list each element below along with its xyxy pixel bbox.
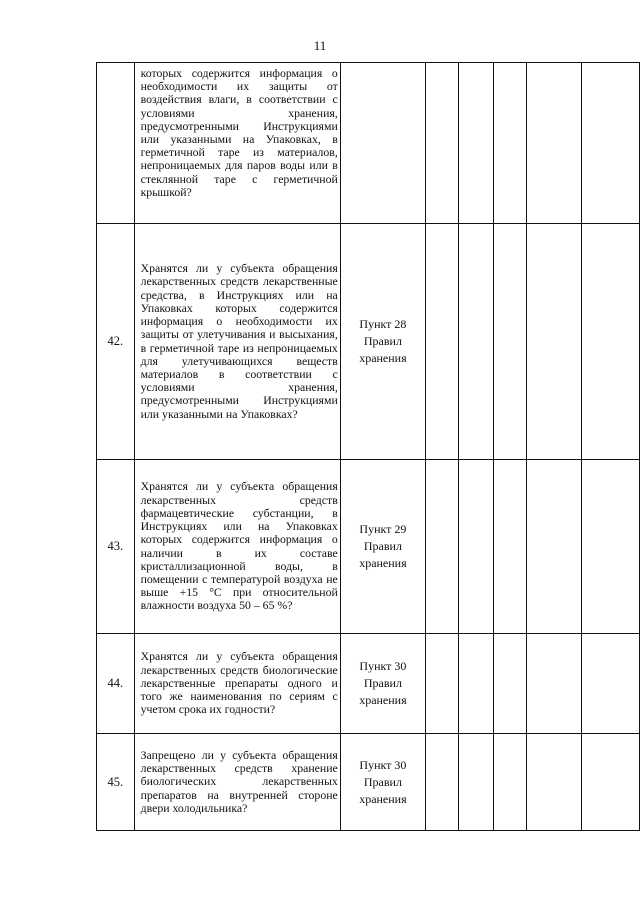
reference-line: Пункт 30 <box>359 757 407 772</box>
reference-line: Правил <box>363 539 402 553</box>
row-number: 43. <box>97 460 135 634</box>
answer-cell <box>527 224 582 460</box>
answer-cell <box>426 224 459 460</box>
answer-cell <box>426 63 459 224</box>
answer-cell <box>459 460 493 634</box>
answer-cell <box>426 460 459 634</box>
reference-line: Пункт 28 <box>359 317 407 331</box>
answer-cell <box>582 734 640 831</box>
table-row <box>97 224 640 460</box>
answer-cell <box>527 734 582 831</box>
answer-cell <box>582 63 640 224</box>
question-cell <box>134 734 340 831</box>
answer-cell <box>582 224 640 460</box>
reference-line: хранения <box>359 556 407 570</box>
answer-cell <box>527 634 582 734</box>
question-text: Хранятся ли у субъекта обращения лекарственных средств лекарственные средства, в Инструкциях или на Упаковках которых содержится информация о необходимости их защиты от улетучивания и высыхания, в герметичной таре из непроницаемых для улетучивающихся веществ материалов в соответствии с условиями хранения, предусмотренными Инструкциями или указанными на Упаковках? <box>140 261 338 421</box>
answer-cell <box>527 63 582 224</box>
answer-cell <box>493 63 526 224</box>
answer-cell <box>459 634 493 734</box>
question-text: которых содержится информация о необходимости их защиты от воздействия влаги, в соответствии с условиями хранения, предусмотренными Инструкциями или указанными на Упаковках, в герметичной таре из материалов, непроницаемых для паров воды или в стеклянной таре с герметичной крышкой? <box>140 66 338 199</box>
question-cell <box>134 634 340 734</box>
answer-cell <box>493 224 526 460</box>
answer-cell <box>459 224 493 460</box>
reference-line: Пункт 29 <box>359 522 407 536</box>
reference-line: Правил <box>363 774 402 789</box>
answer-cell <box>582 460 640 634</box>
answer-cell <box>426 734 459 831</box>
table-row <box>97 63 640 224</box>
answer-cell <box>493 460 526 634</box>
answer-cell <box>426 634 459 734</box>
row-number: 44. <box>97 634 135 734</box>
question-text: Запрещено ли у субъекта обращения лекарственных средств хранение биологических лекарственных препаратов на внутренней стороне двери холодильника? <box>140 747 338 815</box>
reference-cell <box>340 460 425 634</box>
answer-cell <box>459 63 493 224</box>
reference-line: хранения <box>359 791 407 806</box>
row-number <box>97 63 135 224</box>
answer-cell <box>527 460 582 634</box>
question-text: Хранятся ли у субъекта обращения лекарственных средств фармацевтические субстанции, в Инструкциях или на Упаковках которых содержится информация о наличии в их составе кристаллизационной воды, в помещении с температурой воздуха не выше +15 °С при относительной влажности воздуха 50 – 65 %? <box>140 479 338 613</box>
reference-cell <box>340 63 425 224</box>
reference-line: Правил <box>363 676 402 690</box>
reference-line: хранения <box>359 351 407 365</box>
reference-line: Правил <box>363 334 402 348</box>
answer-cell <box>493 634 526 734</box>
reference-cell <box>340 634 425 734</box>
table-row <box>97 634 640 734</box>
table-row <box>97 734 640 831</box>
checklist-table <box>96 62 640 831</box>
reference-line: Пункт 30 <box>359 659 407 673</box>
answer-cell <box>493 734 526 831</box>
question-cell <box>134 63 340 224</box>
question-cell <box>134 460 340 634</box>
row-number: 42. <box>97 224 135 460</box>
row-number: 45. <box>97 734 135 831</box>
question-text: Хранятся ли у субъекта обращения лекарственных средств биологические лекарственные препараты одного и того же наименования по сериям с учетом срока их годности? <box>140 649 338 717</box>
answer-cell <box>459 734 493 831</box>
table-row <box>97 460 640 634</box>
reference-cell <box>340 734 425 831</box>
question-cell <box>134 224 340 460</box>
reference-cell <box>340 224 425 460</box>
page-number: 11 <box>313 38 327 53</box>
reference-line: хранения <box>359 693 407 707</box>
answer-cell <box>582 634 640 734</box>
